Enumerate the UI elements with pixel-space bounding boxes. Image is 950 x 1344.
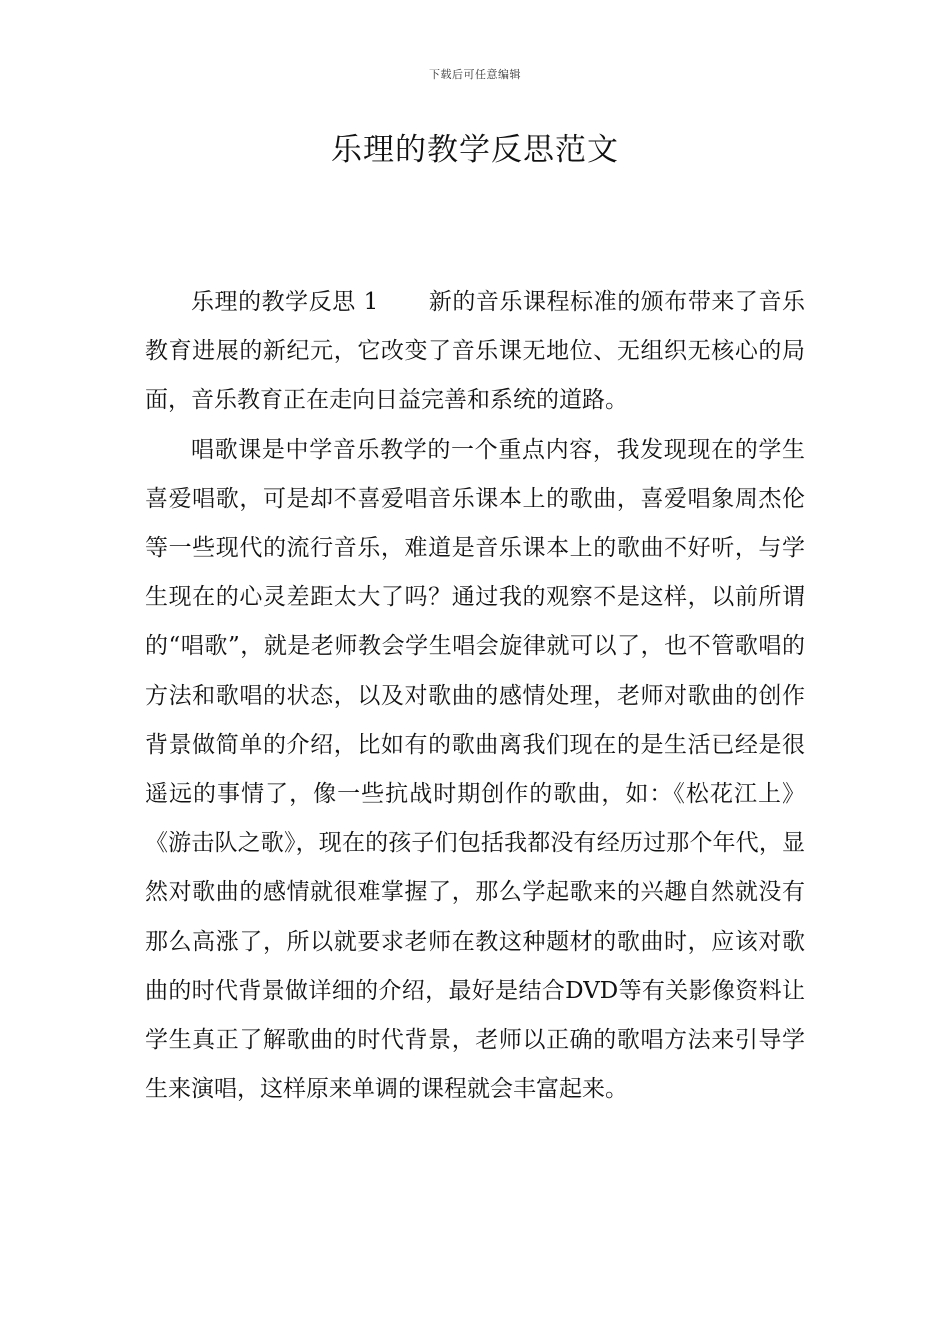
header-note: 下载后可任意编辑 xyxy=(429,68,521,81)
paragraph-1 xyxy=(145,278,805,426)
section-lead: 乐理的教学反思 1 xyxy=(191,289,379,315)
paragraph-2: 唱歌课是中学音乐教学的一个重点内容，我发现现在的学生喜爱唱歌，可是却不喜爱唱音乐课本上的歌曲，喜爱唱象周杰伦等一些现代的流行音乐，难道是音乐课本上的歌曲不好听，与学生现在的心灵差距太大了吗？通过我的观察不是这样，以前所谓的“唱歌”，就是老师教会学生唱会旋律就可以了，也不管歌唱的方法和歌唱的状态，以及对歌曲的感情处理，老师对歌曲的创作背景做简单的介绍，比如有的歌曲离我们现在的是生活已经是很遥远的事情了，像一些抗战时期创作的歌曲，如：《松花江上》《游击队之歌》，现在的孩子们包括我都没有经历过那个年代，显然对歌曲的感情就很难掌握了，那么学起歌来的兴趣自然就没有那么高涨了，所以就要求老师在教这种题材的歌曲时，应该对歌曲的时代背景做详细的介绍，最好是结合DVD等有关影像资料让学生真正了解歌曲的时代背景，老师以正确的歌唱方法来引导学生来演唱，这样原来单调的课程就会丰富起来。 xyxy=(145,436,805,1103)
paragraph-1-text: 新的音乐课程标准的颁布带来了音乐教育进展的新纪元，它改变了音乐课无地位、无组织无核心的局面，音乐教育正在走向日益完善和系统的道路。 xyxy=(145,289,805,414)
document-body xyxy=(145,278,805,1114)
document-title: 乐理的教学反思范文 xyxy=(331,132,619,168)
